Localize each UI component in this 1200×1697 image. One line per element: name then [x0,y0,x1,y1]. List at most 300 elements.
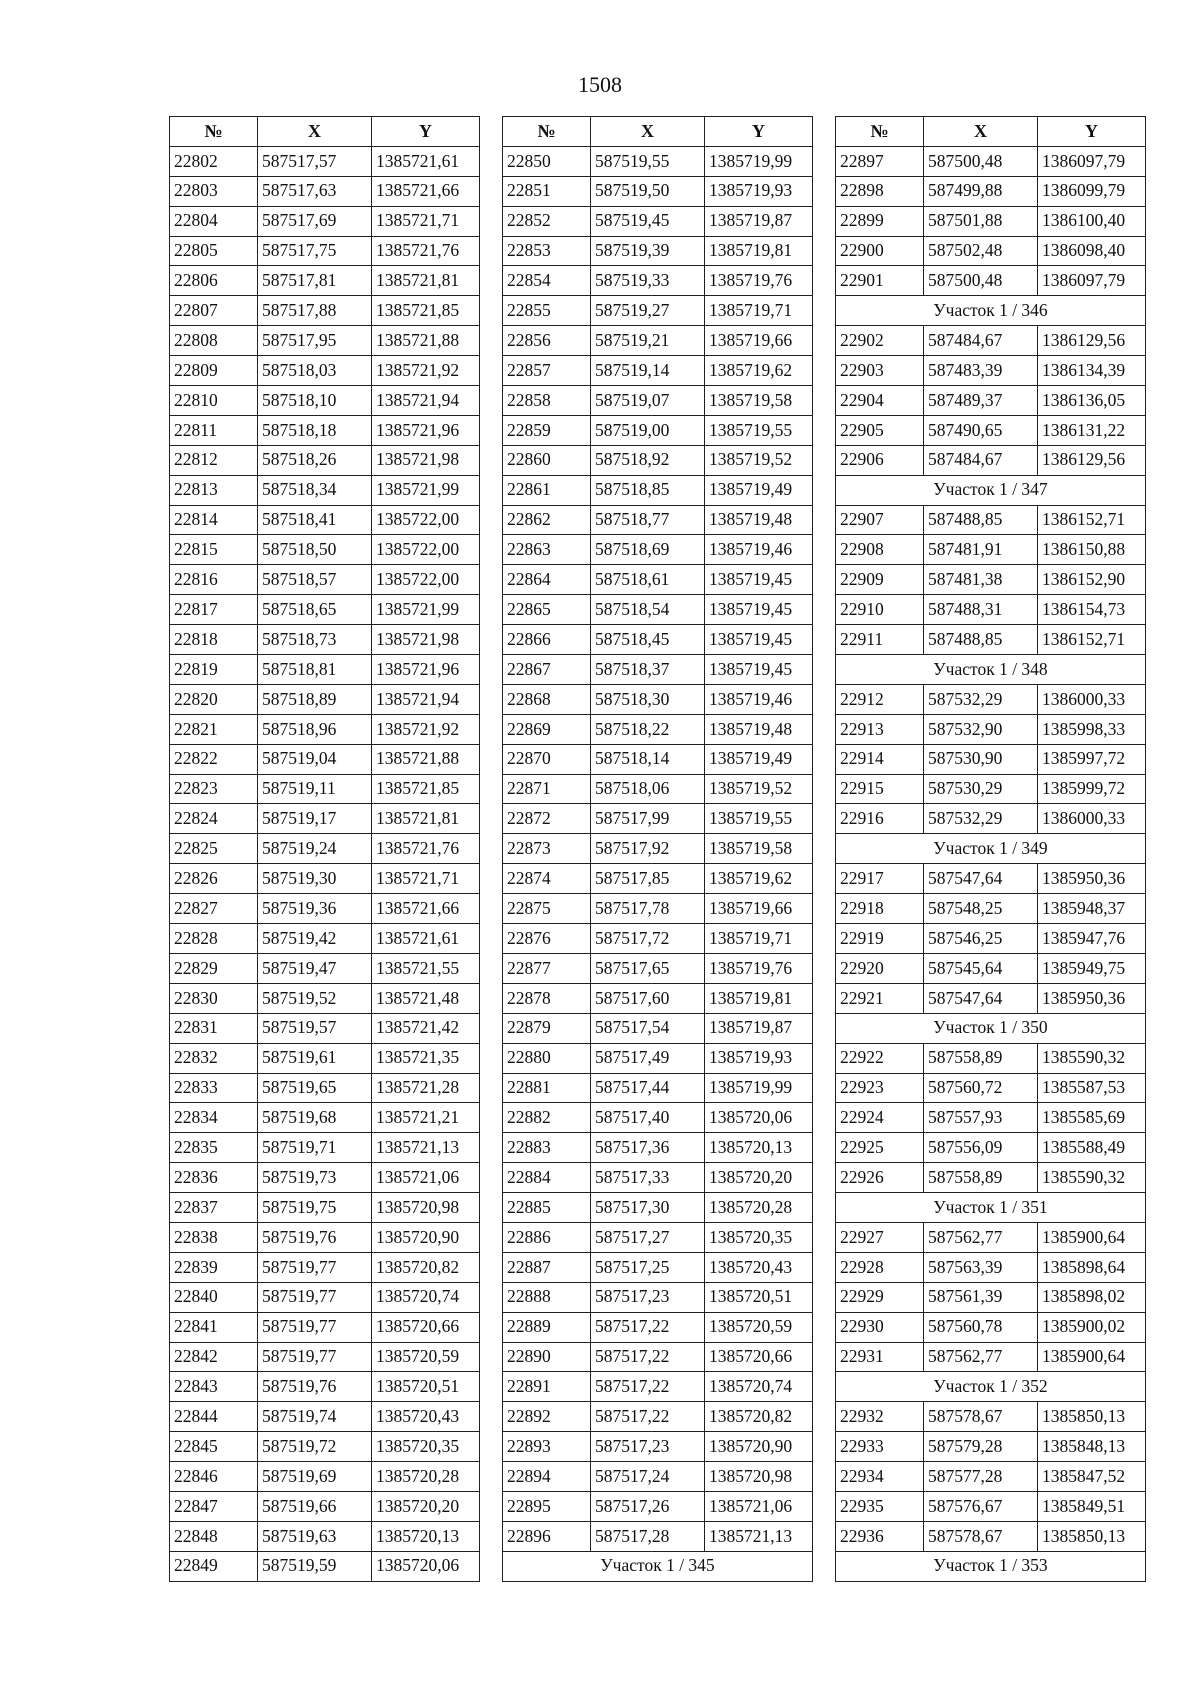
y-coordinate-cell: 1385719,71 [705,924,813,954]
table-row [836,804,1146,834]
y-coordinate-cell: 1385849,51 [1038,1491,1146,1521]
point-number-cell: 22897 [836,146,924,176]
point-number-cell: 22907 [836,505,924,535]
header-number: № [170,117,258,147]
table-row [503,1432,813,1462]
y-coordinate-cell: 1385720,59 [705,1312,813,1342]
y-coordinate-cell: 1385721,06 [372,1163,480,1193]
section-row [836,1193,1146,1223]
x-coordinate-cell: 587518,73 [258,625,372,655]
x-coordinate-cell: 587517,54 [591,1013,705,1043]
x-coordinate-cell: 587560,72 [924,1073,1038,1103]
point-number-cell: 22917 [836,864,924,894]
x-coordinate-cell: 587517,49 [591,1043,705,1073]
point-number-cell: 22886 [503,1222,591,1252]
point-number-cell: 22833 [170,1073,258,1103]
table-row [503,296,813,326]
table-row [503,565,813,595]
page-number: 1508 [578,72,622,97]
point-number-cell: 22885 [503,1193,591,1223]
point-number-cell: 22884 [503,1163,591,1193]
table-row [170,1222,480,1252]
point-number-cell: 22922 [836,1043,924,1073]
point-number-cell: 22894 [503,1462,591,1492]
point-number-cell: 22891 [503,1372,591,1402]
table-row [503,1073,813,1103]
section-row [836,655,1146,685]
y-coordinate-cell: 1385721,13 [372,1133,480,1163]
x-coordinate-cell: 587519,52 [258,983,372,1013]
point-number-cell: 22828 [170,924,258,954]
table-row [836,595,1146,625]
table-row [170,1402,480,1432]
header-y: Y [1038,117,1146,147]
table-row [503,505,813,535]
table-row [170,1462,480,1492]
y-coordinate-cell: 1385719,55 [705,415,813,445]
x-coordinate-cell: 587517,22 [591,1402,705,1432]
y-coordinate-cell: 1385719,81 [705,236,813,266]
point-number-cell: 22888 [503,1282,591,1312]
table-row [503,535,813,565]
table-row [170,595,480,625]
point-number-cell: 22864 [503,565,591,595]
table-row [836,1043,1146,1073]
section-label: Участок 1 / 352 [836,1372,1146,1402]
table-row [503,1491,813,1521]
y-coordinate-cell: 1385719,45 [705,565,813,595]
y-coordinate-cell: 1385721,88 [372,744,480,774]
table-row [170,565,480,595]
point-number-cell: 22802 [170,146,258,176]
x-coordinate-cell: 587519,76 [258,1222,372,1252]
table-row [836,684,1146,714]
section-label: Участок 1 / 348 [836,655,1146,685]
y-coordinate-cell: 1385721,61 [372,146,480,176]
point-number-cell: 22808 [170,326,258,356]
y-coordinate-cell: 1385720,35 [705,1222,813,1252]
y-coordinate-cell: 1385720,51 [705,1282,813,1312]
y-coordinate-cell: 1385719,48 [705,714,813,744]
table-row [503,1163,813,1193]
y-coordinate-cell: 1385948,37 [1038,894,1146,924]
y-coordinate-cell: 1385721,06 [705,1491,813,1521]
x-coordinate-cell: 587519,63 [258,1521,372,1551]
table-row [836,1462,1146,1492]
table-row [503,475,813,505]
point-number-cell: 22836 [170,1163,258,1193]
table-row [836,206,1146,236]
table-row [836,983,1146,1013]
y-coordinate-cell: 1385721,99 [372,595,480,625]
table-row [170,415,480,445]
table-row [503,236,813,266]
y-coordinate-cell: 1385898,02 [1038,1282,1146,1312]
table-row [503,326,813,356]
point-number-cell: 22883 [503,1133,591,1163]
y-coordinate-cell: 1385947,76 [1038,924,1146,954]
y-coordinate-cell: 1385720,20 [705,1163,813,1193]
x-coordinate-cell: 587519,77 [258,1312,372,1342]
header-x: X [591,117,705,147]
x-coordinate-cell: 587517,85 [591,864,705,894]
x-coordinate-cell: 587484,67 [924,326,1038,356]
x-coordinate-cell: 587517,63 [258,176,372,206]
table-row [503,983,813,1013]
section-label: Участок 1 / 351 [836,1193,1146,1223]
section-row [836,1013,1146,1043]
table-row [836,1521,1146,1551]
y-coordinate-cell: 1385720,82 [372,1252,480,1282]
point-number-cell: 22927 [836,1222,924,1252]
y-coordinate-cell: 1386152,71 [1038,505,1146,535]
table-row [836,1402,1146,1432]
point-number-cell: 22859 [503,415,591,445]
y-coordinate-cell: 1386152,90 [1038,565,1146,595]
point-number-cell: 22896 [503,1521,591,1551]
x-coordinate-cell: 587517,78 [591,894,705,924]
point-number-cell: 22910 [836,595,924,625]
table-row [503,1312,813,1342]
section-label: Участок 1 / 350 [836,1013,1146,1043]
table-row [170,1073,480,1103]
section-label: Участок 1 / 346 [836,296,1146,326]
table-row [836,1282,1146,1312]
y-coordinate-cell: 1385588,49 [1038,1133,1146,1163]
y-coordinate-cell: 1385720,66 [705,1342,813,1372]
table-row [170,236,480,266]
table-row [503,1521,813,1551]
x-coordinate-cell: 587545,64 [924,953,1038,983]
point-number-cell: 22912 [836,684,924,714]
point-number-cell: 22831 [170,1013,258,1043]
table-row [836,326,1146,356]
y-coordinate-cell: 1386129,56 [1038,445,1146,475]
point-number-cell: 22863 [503,535,591,565]
table-row [170,714,480,744]
y-coordinate-cell: 1385720,13 [705,1133,813,1163]
point-number-cell: 22819 [170,655,258,685]
table-row [503,356,813,386]
y-coordinate-cell: 1385721,85 [372,774,480,804]
point-number-cell: 22889 [503,1312,591,1342]
point-number-cell: 22813 [170,475,258,505]
y-coordinate-cell: 1385719,45 [705,625,813,655]
x-coordinate-cell: 587519,04 [258,744,372,774]
point-number-cell: 22906 [836,445,924,475]
x-coordinate-cell: 587519,24 [258,834,372,864]
x-coordinate-cell: 587561,39 [924,1282,1038,1312]
x-coordinate-cell: 587518,81 [258,655,372,685]
y-coordinate-cell: 1385721,85 [372,296,480,326]
y-coordinate-cell: 1386000,33 [1038,684,1146,714]
y-coordinate-cell: 1385720,28 [372,1462,480,1492]
table-row [170,1432,480,1462]
x-coordinate-cell: 587547,64 [924,983,1038,1013]
y-coordinate-cell: 1385720,43 [372,1402,480,1432]
x-coordinate-cell: 587517,88 [258,296,372,326]
table-row [170,386,480,416]
point-number-cell: 22852 [503,206,591,236]
table-row [836,744,1146,774]
point-number-cell: 22914 [836,744,924,774]
table-row [503,1462,813,1492]
point-number-cell: 22935 [836,1491,924,1521]
x-coordinate-cell: 587518,18 [258,415,372,445]
y-coordinate-cell: 1385720,66 [372,1312,480,1342]
y-coordinate-cell: 1385721,98 [372,445,480,475]
table-row [170,1342,480,1372]
x-coordinate-cell: 587519,47 [258,953,372,983]
x-coordinate-cell: 587519,00 [591,415,705,445]
table-row [170,1043,480,1073]
x-coordinate-cell: 587518,85 [591,475,705,505]
point-number-cell: 22822 [170,744,258,774]
point-number-cell: 22900 [836,236,924,266]
table-row [170,445,480,475]
header-y: Y [372,117,480,147]
x-coordinate-cell: 587518,57 [258,565,372,595]
point-number-cell: 22851 [503,176,591,206]
point-number-cell: 22843 [170,1372,258,1402]
point-number-cell: 22837 [170,1193,258,1223]
point-number-cell: 22866 [503,625,591,655]
table-row [836,864,1146,894]
point-number-cell: 22814 [170,505,258,535]
table-row [836,266,1146,296]
point-number-cell: 22868 [503,684,591,714]
x-coordinate-cell: 587517,28 [591,1521,705,1551]
table-row [503,1402,813,1432]
table-row [503,176,813,206]
y-coordinate-cell: 1385719,45 [705,655,813,685]
x-coordinate-cell: 587517,69 [258,206,372,236]
y-coordinate-cell: 1385721,66 [372,176,480,206]
y-coordinate-cell: 1386097,79 [1038,266,1146,296]
table-row [503,1222,813,1252]
y-coordinate-cell: 1385722,00 [372,535,480,565]
y-coordinate-cell: 1386100,40 [1038,206,1146,236]
y-coordinate-cell: 1385721,98 [372,625,480,655]
y-coordinate-cell: 1385721,96 [372,655,480,685]
x-coordinate-cell: 587517,22 [591,1372,705,1402]
point-number-cell: 22919 [836,924,924,954]
table-row [836,386,1146,416]
section-row [836,475,1146,505]
y-coordinate-cell: 1385848,13 [1038,1432,1146,1462]
x-coordinate-cell: 587562,77 [924,1222,1038,1252]
y-coordinate-cell: 1385719,87 [705,1013,813,1043]
table-row [170,266,480,296]
y-coordinate-cell: 1385719,87 [705,206,813,236]
table-row [170,356,480,386]
y-coordinate-cell: 1385900,64 [1038,1342,1146,1372]
point-number-cell: 22867 [503,655,591,685]
y-coordinate-cell: 1385900,02 [1038,1312,1146,1342]
x-coordinate-cell: 587519,07 [591,386,705,416]
table-row [170,1372,480,1402]
table-row [170,475,480,505]
point-number-cell: 22870 [503,744,591,774]
table-row [503,744,813,774]
point-number-cell: 22824 [170,804,258,834]
y-coordinate-cell: 1385719,48 [705,505,813,535]
y-coordinate-cell: 1385721,35 [372,1043,480,1073]
x-coordinate-cell: 587519,59 [258,1551,372,1581]
table-row [503,595,813,625]
point-number-cell: 22876 [503,924,591,954]
point-number-cell: 22879 [503,1013,591,1043]
point-number-cell: 22869 [503,714,591,744]
x-coordinate-cell: 587519,77 [258,1342,372,1372]
point-number-cell: 22882 [503,1103,591,1133]
y-coordinate-cell: 1385720,90 [705,1432,813,1462]
point-number-cell: 22892 [503,1402,591,1432]
point-number-cell: 22920 [836,953,924,983]
point-number-cell: 22838 [170,1222,258,1252]
table-row [170,505,480,535]
x-coordinate-cell: 587500,48 [924,266,1038,296]
x-coordinate-cell: 587518,50 [258,535,372,565]
table-row [503,445,813,475]
point-number-cell: 22871 [503,774,591,804]
table-row [170,1133,480,1163]
x-coordinate-cell: 587517,27 [591,1222,705,1252]
x-coordinate-cell: 587517,26 [591,1491,705,1521]
x-coordinate-cell: 587518,03 [258,356,372,386]
y-coordinate-cell: 1385998,33 [1038,714,1146,744]
x-coordinate-cell: 587518,77 [591,505,705,535]
point-number-cell: 22811 [170,415,258,445]
point-number-cell: 22825 [170,834,258,864]
y-coordinate-cell: 1385721,92 [372,356,480,386]
point-number-cell: 22860 [503,445,591,475]
y-coordinate-cell: 1385997,72 [1038,744,1146,774]
y-coordinate-cell: 1385719,58 [705,834,813,864]
y-coordinate-cell: 1385720,06 [372,1551,480,1581]
x-coordinate-cell: 587519,77 [258,1252,372,1282]
y-coordinate-cell: 1385585,69 [1038,1103,1146,1133]
x-coordinate-cell: 587518,45 [591,625,705,655]
point-number-cell: 22812 [170,445,258,475]
x-coordinate-cell: 587517,33 [591,1163,705,1193]
point-number-cell: 22905 [836,415,924,445]
x-coordinate-cell: 587518,89 [258,684,372,714]
x-coordinate-cell: 587519,45 [591,206,705,236]
point-number-cell: 22913 [836,714,924,744]
y-coordinate-cell: 1385720,43 [705,1252,813,1282]
y-coordinate-cell: 1385721,21 [372,1103,480,1133]
x-coordinate-cell: 587488,31 [924,595,1038,625]
x-coordinate-cell: 587483,39 [924,356,1038,386]
x-coordinate-cell: 587517,81 [258,266,372,296]
table-row [836,1491,1146,1521]
table-row [170,146,480,176]
point-number-cell: 22881 [503,1073,591,1103]
x-coordinate-cell: 587481,91 [924,535,1038,565]
y-coordinate-cell: 1386097,79 [1038,146,1146,176]
x-coordinate-cell: 587532,29 [924,684,1038,714]
y-coordinate-cell: 1385847,52 [1038,1462,1146,1492]
table-row [503,625,813,655]
table-row [503,386,813,416]
x-coordinate-cell: 587557,93 [924,1103,1038,1133]
x-coordinate-cell: 587548,25 [924,894,1038,924]
y-coordinate-cell: 1385898,64 [1038,1252,1146,1282]
y-coordinate-cell: 1386129,56 [1038,326,1146,356]
y-coordinate-cell: 1385721,76 [372,236,480,266]
table-row [170,296,480,326]
x-coordinate-cell: 587532,29 [924,804,1038,834]
table-row [836,505,1146,535]
table-row [503,684,813,714]
header-number: № [503,117,591,147]
point-number-cell: 22877 [503,953,591,983]
table-row [170,1103,480,1133]
table-row [503,1252,813,1282]
x-coordinate-cell: 587517,24 [591,1462,705,1492]
y-coordinate-cell: 1385900,64 [1038,1222,1146,1252]
y-coordinate-cell: 1385721,94 [372,684,480,714]
x-coordinate-cell: 587519,76 [258,1372,372,1402]
point-number-cell: 22855 [503,296,591,326]
point-number-cell: 22865 [503,595,591,625]
section-label: Участок 1 / 347 [836,475,1146,505]
point-number-cell: 22899 [836,206,924,236]
x-coordinate-cell: 587519,33 [591,266,705,296]
section-row [503,1551,813,1581]
table-row [836,774,1146,804]
table-row [503,1342,813,1372]
x-coordinate-cell: 587517,99 [591,804,705,834]
y-coordinate-cell: 1385719,46 [705,535,813,565]
table-row [503,894,813,924]
x-coordinate-cell: 587519,21 [591,326,705,356]
point-number-cell: 22827 [170,894,258,924]
y-coordinate-cell: 1386150,88 [1038,535,1146,565]
header-number: № [836,117,924,147]
table-row [836,1252,1146,1282]
y-coordinate-cell: 1386131,22 [1038,415,1146,445]
x-coordinate-cell: 587530,29 [924,774,1038,804]
y-coordinate-cell: 1385721,81 [372,804,480,834]
table-row [503,1282,813,1312]
y-coordinate-cell: 1385719,55 [705,804,813,834]
x-coordinate-cell: 587519,68 [258,1103,372,1133]
x-coordinate-cell: 587517,75 [258,236,372,266]
x-coordinate-cell: 587502,48 [924,236,1038,266]
point-number-cell: 22826 [170,864,258,894]
table-row [503,804,813,834]
x-coordinate-cell: 587484,67 [924,445,1038,475]
table-row [170,176,480,206]
y-coordinate-cell: 1385999,72 [1038,774,1146,804]
y-coordinate-cell: 1386154,73 [1038,595,1146,625]
x-coordinate-cell: 587501,88 [924,206,1038,236]
y-coordinate-cell: 1385950,36 [1038,864,1146,894]
table-row [836,1073,1146,1103]
point-number-cell: 22893 [503,1432,591,1462]
table-row [836,924,1146,954]
x-coordinate-cell: 587579,28 [924,1432,1038,1462]
point-number-cell: 22844 [170,1402,258,1432]
x-coordinate-cell: 587518,92 [591,445,705,475]
x-coordinate-cell: 587518,26 [258,445,372,475]
table-row [170,535,480,565]
table-row [503,1372,813,1402]
x-coordinate-cell: 587517,36 [591,1133,705,1163]
x-coordinate-cell: 587481,38 [924,565,1038,595]
